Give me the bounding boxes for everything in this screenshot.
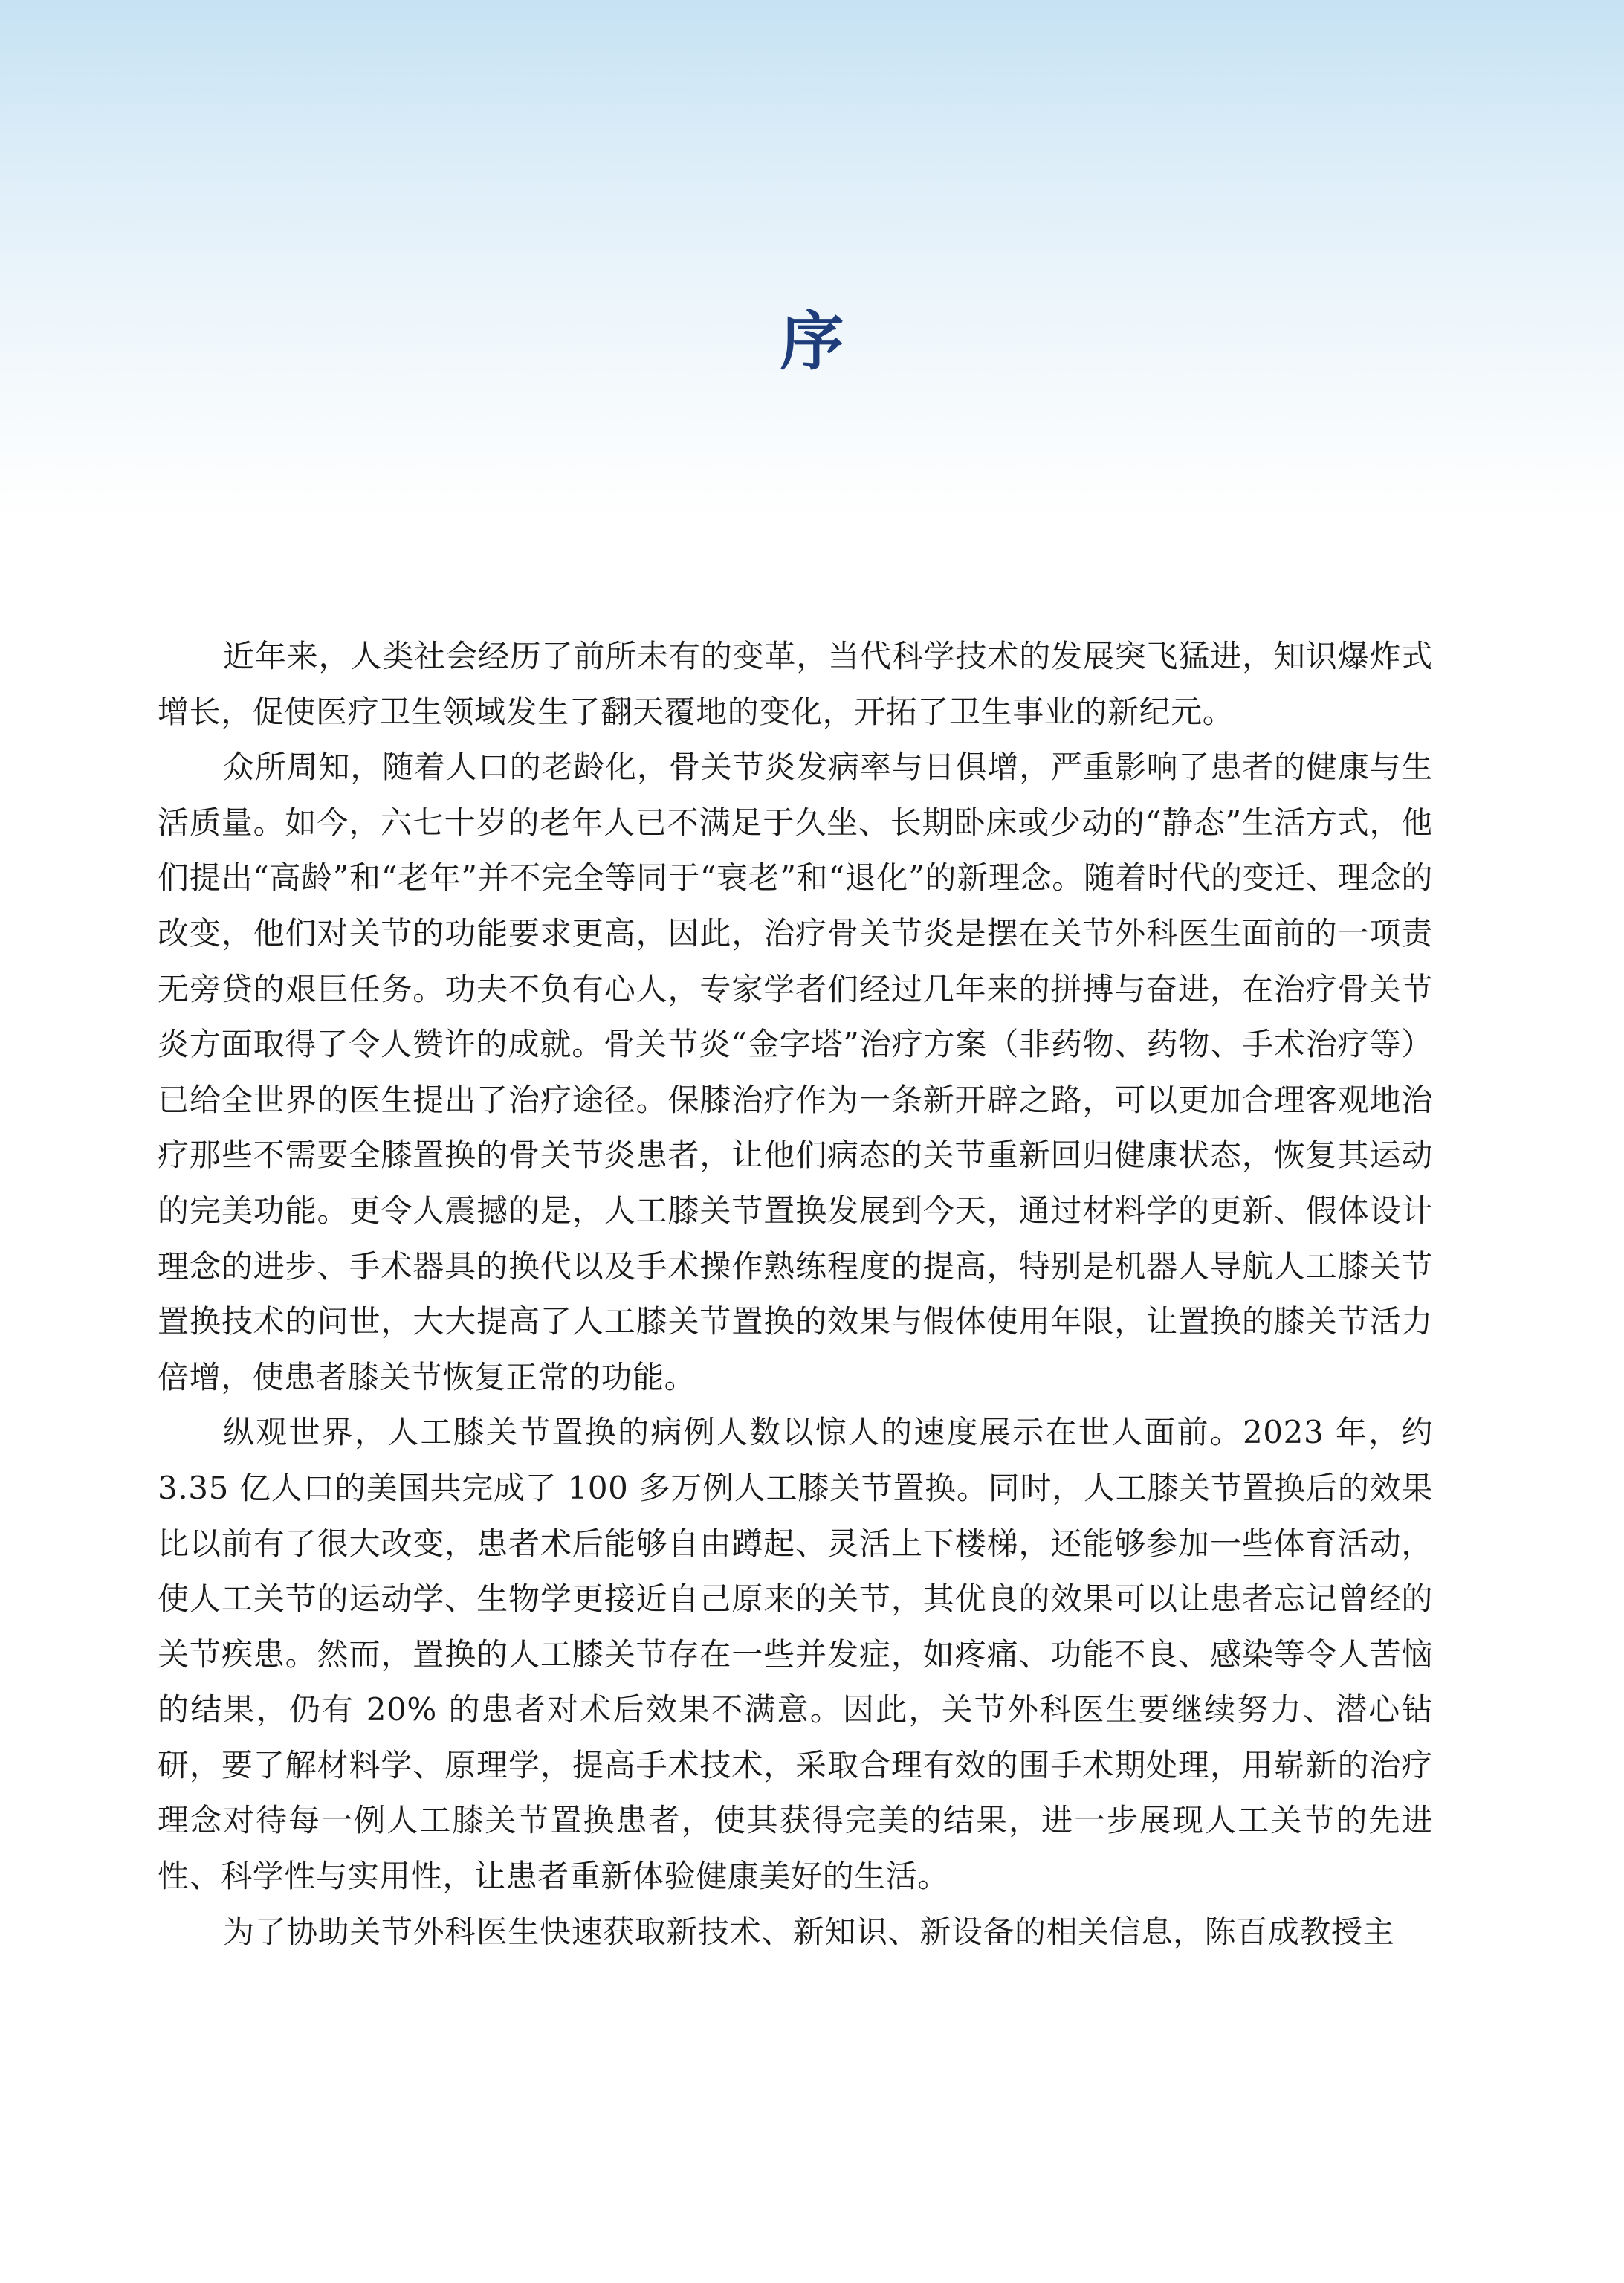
header-gradient-band	[0, 0, 1624, 520]
paragraph-4: 为了协助关节外科医生快速获取新技术、新知识、新设备的相关信息，陈百成教授主	[223, 1913, 1395, 1950]
paragraph-2: 众所周知，随着人口的老龄化，骨关节炎发病率与日俱增，严重影响了患者的健康与生活质量。如今，六七十岁的老年人已不满足于久坐、长期卧床或少动的“静态”生活方式，他们提出“高龄”和“老年”并不完全等同于“衰老”和“退化”的新理念。随着时代的变迁、理念的改变，他们对关节的功能要求更高，因此，治疗骨关节炎是摆在关节外科医生面前的一项责无旁贷的艰巨任务。功夫不负有心人，专家学者们经过几年来的拼搏与奋进，在治疗骨关节炎方面取得了令人赞许的成就。骨关节炎“金字塔”治疗方案（非药物、药物、手术治疗等）已给全世界的医生提出了治疗途径。保膝治疗作为一条新开辟之路，可以更加合理客观地治疗那些不需要全膝置换的骨关节炎患者，让他们病态的关节重新回归健康状态，恢复其运动的完美功能。更令人震撼的是，人工膝关节置换发展到今天，通过材料学的更新、假体设计理念的进步、手术器具的换代以及手术操作熟练程度的提高，特别是机器人导航人工膝关节置换技术的问世，大大提高了人工膝关节置换的效果与假体使用年限，让置换的膝关节活力倍增，使患者膝关节恢复正常的功能。	[158, 749, 1433, 1395]
paragraph-1: 近年来，人类社会经历了前所未有的变革，当代科学技术的发展突飞猛进，知识爆炸式增长，促使医疗卫生领域发生了翻天覆地的变化，开拓了卫生事业的新纪元。	[158, 638, 1433, 730]
paragraph-3: 纵观世界，人工膝关节置换的病例人数以惊人的速度展示在世人面前。2023 年，约 3.35 亿人口的美国共完成了 100 多万例人工膝关节置换。同时，人工膝关节置换后的效果比以前有了很大改变，患者术后能够自由蹲起、灵活上下楼梯，还能够参加一些体育活动，使人工关节的运动学、生物学更接近自己原来的关节，其优良的效果可以让患者忘记曾经的关节疾患。然而，置换的人工膝关节存在一些并发症，如疼痛、功能不良、感染等令人苦恼的结果，仍有 20% 的患者对术后效果不满意。因此，关节外科医生要继续努力、潜心钻研，要了解材料学、原理学，提高手术技术，采取合理有效的围手术期处理，用崭新的治疗理念对待每一例人工膝关节置换患者，使其获得完美的结果，进一步展现人工关节的先进性、科学性与实用性，让患者重新体验健康美好的生活。	[158, 1414, 1433, 1895]
page-title: 序	[780, 305, 844, 379]
body-text	[158, 629, 1433, 1960]
